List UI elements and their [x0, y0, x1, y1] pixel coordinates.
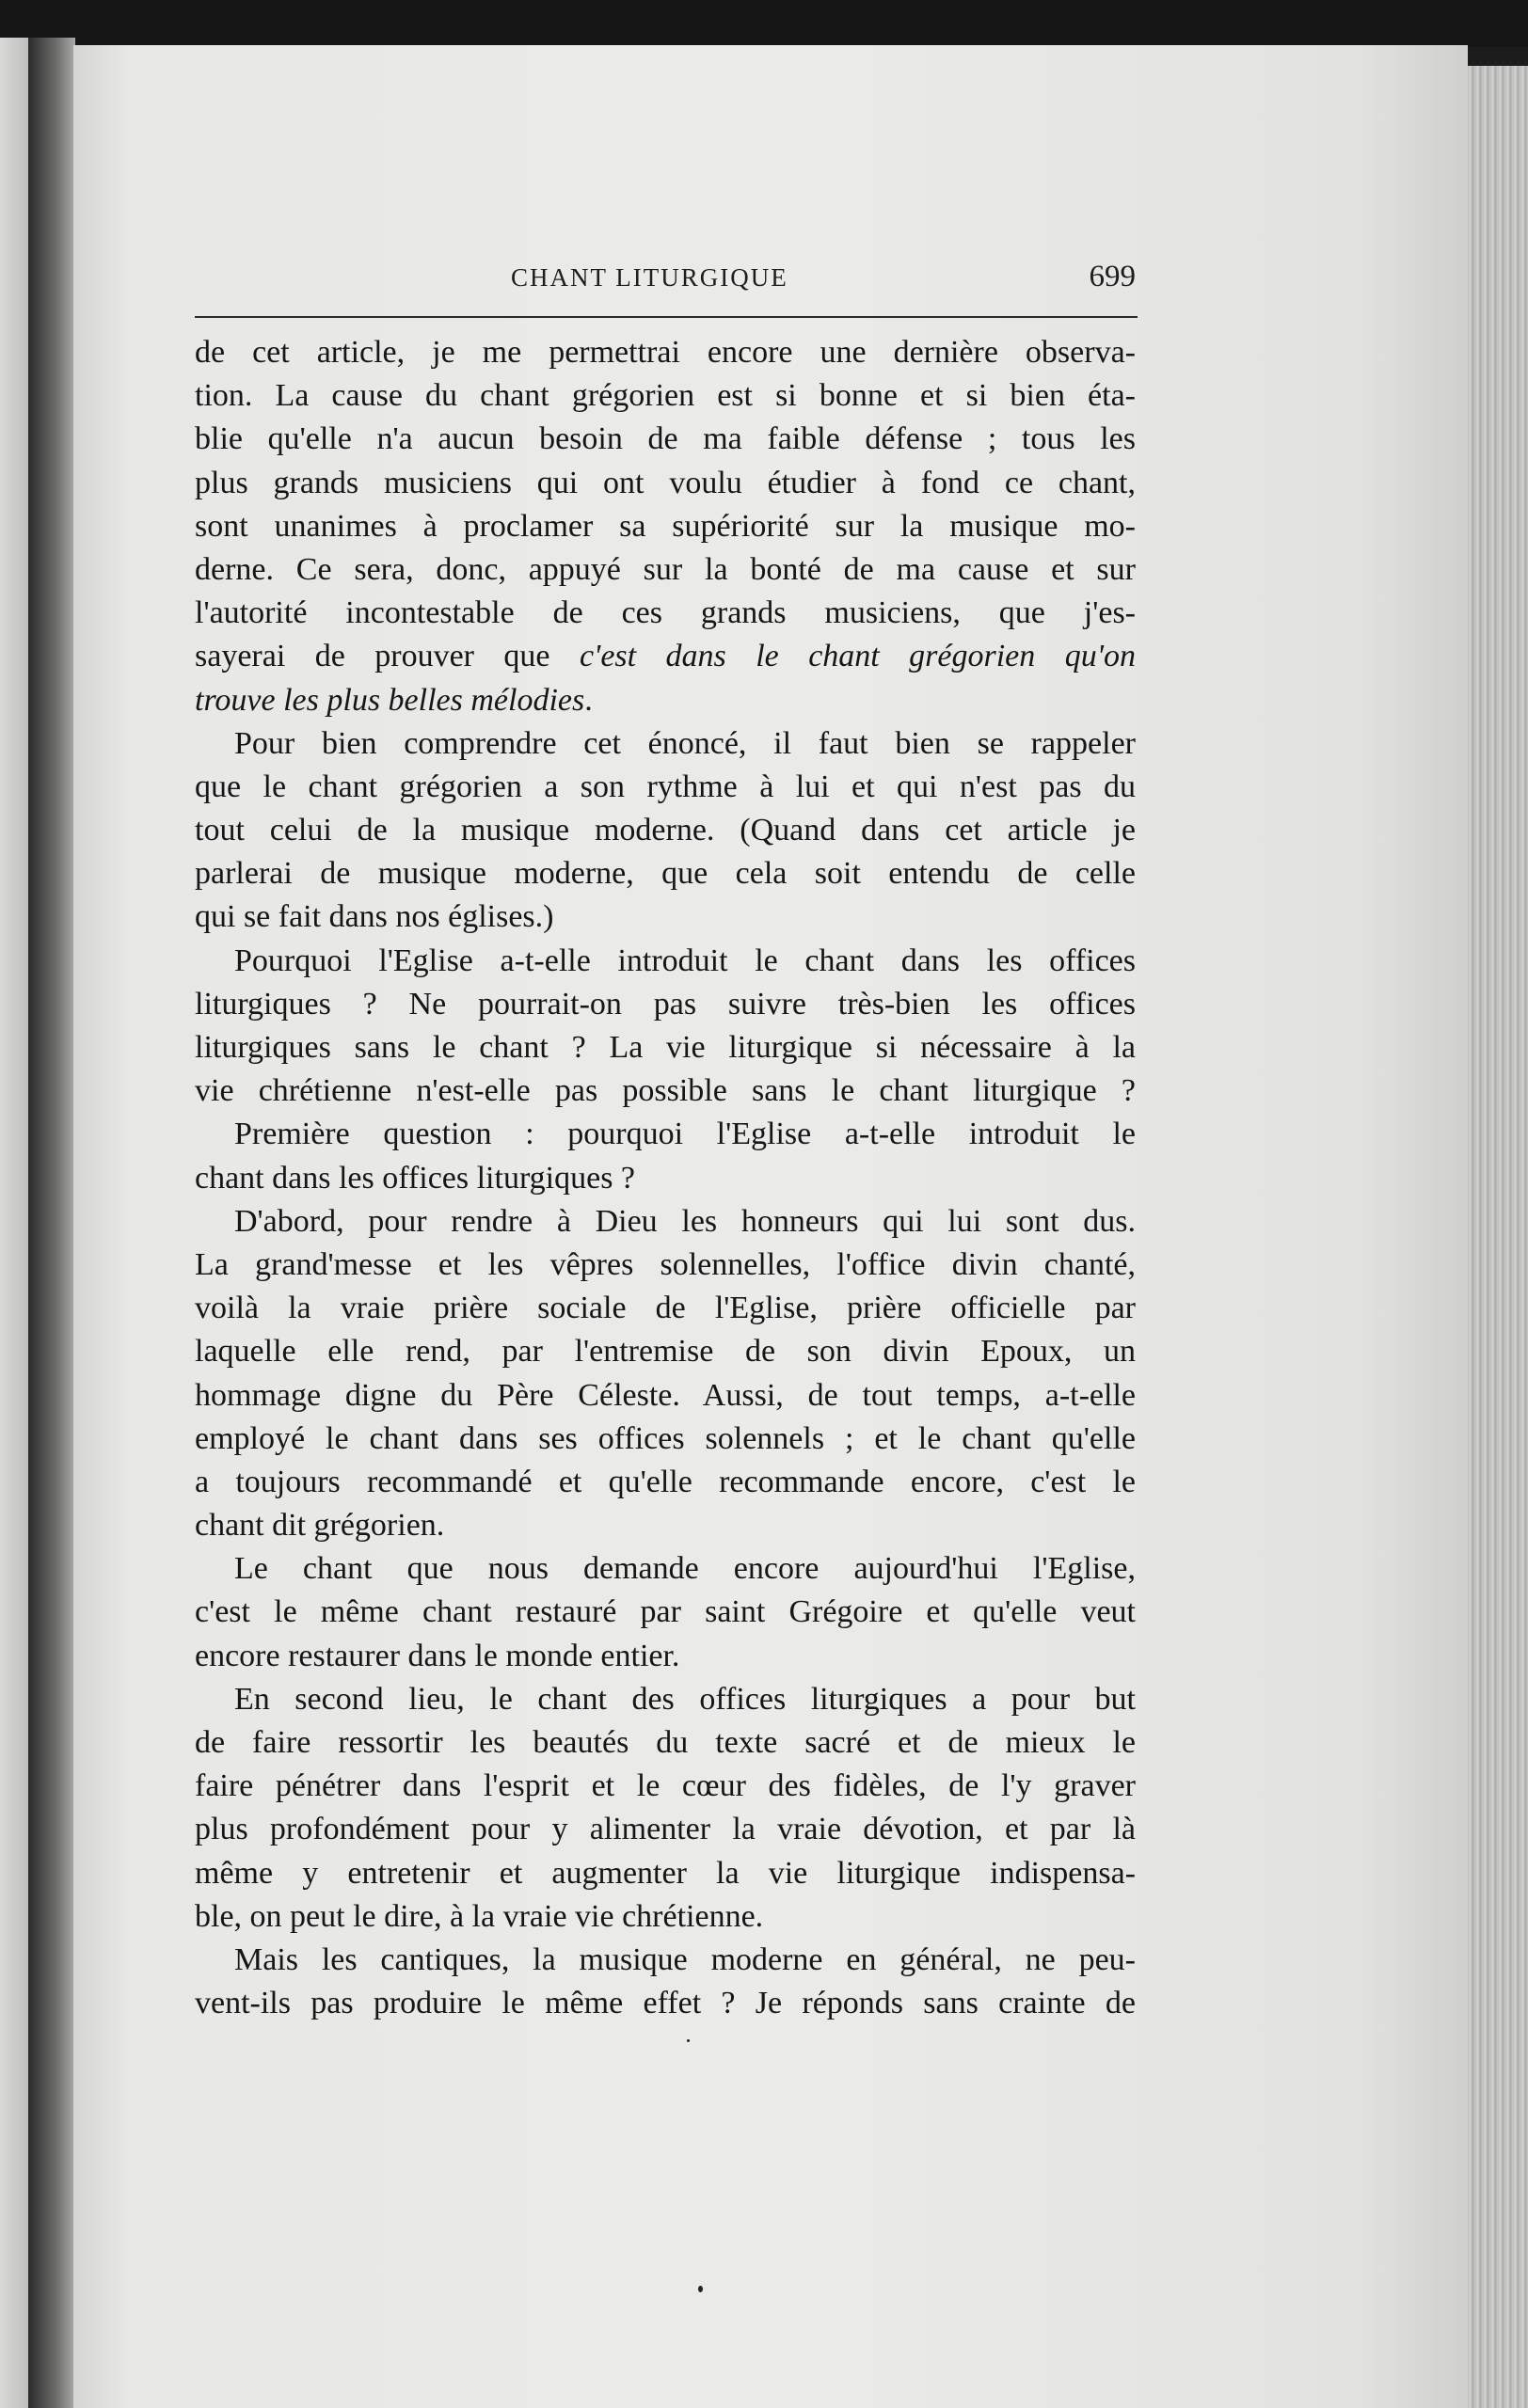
text-line: l'autorité incontestable de ces grands musiciens, que j'es-: [195, 595, 1136, 631]
running-head: [195, 260, 1136, 303]
text-line: c'est le même chant restauré par saint Grégoire et qu'elle veut: [195, 1594, 1136, 1630]
text-line: tion. La cause du chant grégorien est si bonne et si bien éta-: [195, 378, 1136, 414]
text-line: de cet article, je me permettrai encore une dernière observa-: [195, 335, 1136, 370]
text-span: sayerai de prouver que: [195, 639, 580, 674]
text-line: qui se fait dans nos églises.): [195, 899, 554, 935]
text-line: chant dit grégorien.: [195, 1508, 445, 1544]
text-line: même y entretenir et augmenter la vie liturgique indispensa-: [195, 1855, 1136, 1891]
paragraph-start-line: Pour bien comprendre cet énoncé, il faut bien se rappeler: [234, 725, 1136, 761]
text-line: blie qu'elle n'a aucun besoin de ma faible défense ; tous les: [195, 421, 1136, 457]
paragraph-start-line: Pourquoi l'Eglise a-t-elle introduit le chant dans les offices: [234, 943, 1136, 978]
paragraph-start-line: D'abord, pour rendre à Dieu les honneurs qui lui sont dus.: [234, 1203, 1136, 1239]
text-line: plus profondément pour y alimenter la vraie dévotion, et par là: [195, 1812, 1136, 1847]
text-span: .: [584, 682, 593, 718]
header-rule: [195, 316, 1138, 318]
text-line: plus grands musiciens qui ont voulu étudier à fond ce chant,: [195, 465, 1136, 500]
text-line: [195, 679, 1136, 722]
facing-page-edge: [0, 38, 28, 2408]
text-line: tout celui de la musique moderne. (Quand dans cet article je: [195, 813, 1136, 848]
book-gutter: [28, 38, 75, 2408]
text-line: liturgiques sans le chant ? La vie liturgique si nécessaire à la: [195, 1030, 1136, 1065]
text-line: sont unanimes à proclamer sa supériorité sur la musique mo-: [195, 508, 1136, 544]
text-line: chant dans les offices liturgiques ?: [195, 1160, 636, 1196]
paragraph-start-line: Première question : pourquoi l'Eglise a-t-elle introduit le: [234, 1117, 1136, 1152]
text-line: parlerai de musique moderne, que cela soit entendu de celle: [195, 856, 1136, 892]
text-line: employé le chant dans ses offices solennels ; et le chant qu'elle: [195, 1420, 1136, 1456]
text-line: que le chant grégorien a son rythme à lui et qui n'est pas du: [195, 768, 1136, 804]
text-line: faire pénétrer dans l'esprit et le cœur des fidèles, de l'y graver: [195, 1768, 1136, 1804]
paragraph-start-line: En second lieu, le chant des offices liturgiques a pour but: [234, 1681, 1136, 1717]
page-number: 699: [1089, 260, 1136, 293]
scan-speck: [698, 2286, 703, 2292]
text-line: ble, on peut le dire, à la vraie vie chrétienne.: [195, 1898, 764, 1934]
text-line: La grand'messe et les vêpres solennelles, l'office divin chanté,: [195, 1246, 1136, 1282]
body-text: [195, 331, 1136, 2025]
text-line: de faire ressortir les beautés du texte sacré et de mieux le: [195, 1725, 1136, 1760]
italic-span: trouve les plus belles mélodies: [195, 682, 585, 718]
italic-span: c'est dans le chant grégorien qu'on: [579, 639, 1136, 674]
text-line: hommage digne du Père Céleste. Aussi, de tout temps, a-t-elle: [195, 1377, 1136, 1413]
text-line: derne. Ce sera, donc, appuyé sur la bonté de ma cause et sur: [195, 551, 1136, 587]
text-line: liturgiques ? Ne pourrait-on pas suivre très-bien les offices: [195, 986, 1136, 1022]
text-line: encore restaurer dans le monde entier.: [195, 1638, 680, 1673]
text-line: vie chrétienne n'est-elle pas possible sans le chant liturgique ?: [195, 1073, 1136, 1109]
text-line: a toujours recommandé et qu'elle recommande encore, c'est le: [195, 1464, 1136, 1499]
text-line: [195, 635, 1136, 678]
text-line: vent-ils pas produire le même effet ? Je réponds sans crainte de: [195, 1986, 1136, 2021]
paragraph-start-line: Le chant que nous demande encore aujourd'hui l'Eglise,: [234, 1551, 1136, 1587]
page-stack-edge: [1468, 66, 1528, 2408]
text-line: voilà la vraie prière sociale de l'Eglise, prière officielle par: [195, 1291, 1136, 1326]
scan-speck: [687, 2039, 690, 2042]
text-line: laquelle elle rend, par l'entremise de son divin Epoux, un: [195, 1334, 1136, 1370]
paragraph-start-line: Mais les cantiques, la musique moderne en général, ne peu-: [234, 1941, 1136, 1977]
scan-top-band: [0, 0, 1528, 47]
running-title: CHANT LITURGIQUE: [511, 263, 788, 292]
